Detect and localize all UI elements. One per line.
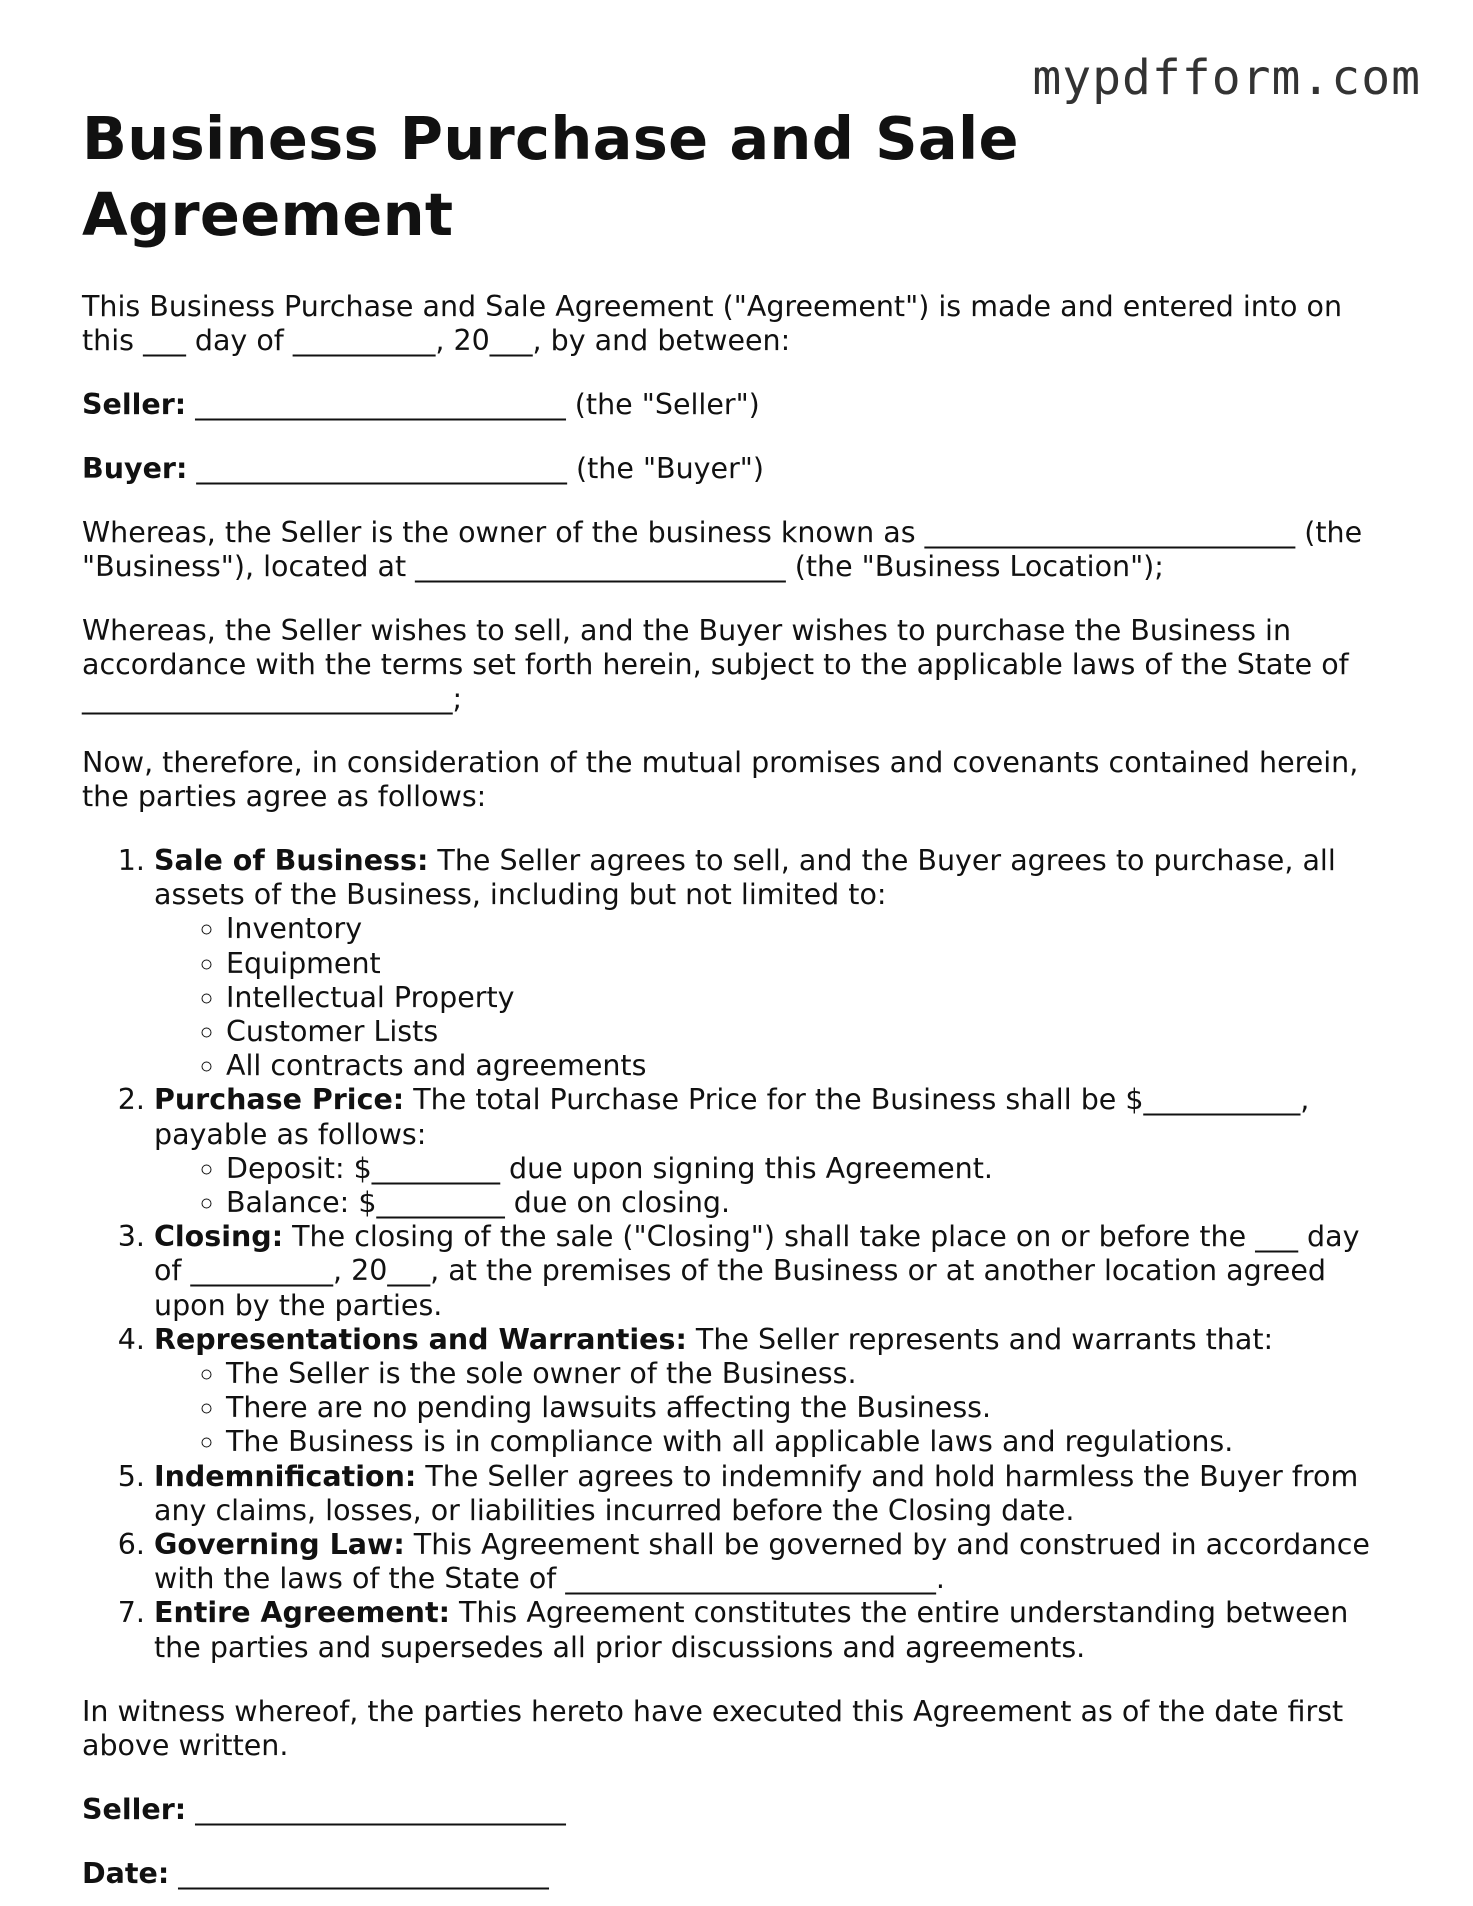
asset-list: [154, 912, 1391, 1083]
terms-list: [82, 844, 1391, 1665]
list-item: ◦ There are no pending lawsuits affecting the Business.: [226, 1391, 1391, 1425]
watermark: mypdfform.com: [1032, 50, 1421, 106]
list-item: ◦ Equipment: [226, 947, 1391, 981]
term-text: The closing of the sale ("Closing") shall take place on or before the ___ day of __________, 20___, at the premises of the Business or at another location agreed upon by the parties.: [154, 1220, 1360, 1322]
term-closing: [154, 1220, 1391, 1323]
term-heading: Closing:: [154, 1220, 284, 1254]
term-heading: Sale of Business:: [154, 844, 429, 877]
term-text: The Seller represents and warrants that:: [686, 1322, 1274, 1356]
list-item: ◦ The Business is in compliance with all applicable laws and regulations.: [226, 1425, 1391, 1459]
list-item: ◦ Customer Lists: [226, 1015, 1391, 1049]
list-item: ◦ Intellectual Property: [226, 981, 1391, 1015]
buyer-blank: __________________________ (the "Buyer"): [187, 452, 765, 485]
signature-seller-blank: __________________________: [186, 1792, 566, 1826]
buyer-label: Buyer:: [82, 452, 188, 485]
term-heading: Governing Law:: [154, 1528, 405, 1562]
term-heading: Entire Agreement:: [154, 1596, 450, 1630]
seller-blank: __________________________ (the "Seller"): [186, 388, 760, 421]
witness-paragraph: In witness whereof, the parties hereto have executed this Agreement as of the date first above written.: [82, 1694, 1344, 1762]
term-representations: [154, 1323, 1391, 1460]
term-text: This Agreement shall be governed by and construed in accordance with the laws of the State of __________________________.: [154, 1528, 1370, 1596]
term-heading: Indemnification:: [154, 1459, 417, 1493]
list-item: ◦ All contracts and agreements: [226, 1049, 1391, 1083]
list-item: ◦ Deposit: $_________ due upon signing this Agreement.: [226, 1152, 1391, 1186]
term-heading: Representations and Warranties:: [154, 1322, 687, 1356]
term-heading: Purchase Price:: [154, 1083, 405, 1117]
term-purchase-price: [154, 1083, 1391, 1220]
term-sale-of-business: [154, 844, 1391, 1083]
payment-list: [154, 1152, 1391, 1220]
list-item: ◦ Inventory: [226, 912, 1391, 946]
term-entire-agreement: [154, 1596, 1391, 1664]
date-signature-line: [82, 1857, 1391, 1891]
signature-date-label: Date:: [82, 1856, 170, 1890]
seller-party-line: [82, 388, 1391, 422]
document-title: Business Purchase and Sale Agreement: [82, 104, 1019, 249]
whereas-business-paragraph: Whereas, the Seller is the owner of the business known as __________________________ (the "Business"), located at __________________________ (the "Business Location");: [82, 516, 1363, 583]
warranty-list: [154, 1357, 1391, 1460]
seller-label: Seller:: [82, 388, 187, 421]
list-item: ◦ The Seller is the sole owner of the Business.: [226, 1357, 1391, 1391]
intro-paragraph: This Business Purchase and Sale Agreement ("Agreement") is made and entered into on this ___ day of __________, 20___, by and between:: [82, 290, 1343, 357]
seller-signature-line: [82, 1793, 1391, 1827]
whereas-sale-paragraph: Whereas, the Seller wishes to sell, and the Buyer wishes to purchase the Business in accordance with the terms set forth herein, subject to the applicable laws of the State of __________________________;: [82, 614, 1349, 715]
now-therefore-paragraph: Now, therefore, in consideration of the mutual promises and covenants contained herein, the parties agree as follows:: [82, 746, 1359, 813]
term-text: This Agreement constitutes the entire understanding between the parties and supersedes all prior discussions and agreements.: [154, 1596, 1349, 1664]
term-governing-law: [154, 1528, 1391, 1596]
term-indemnification: [154, 1460, 1391, 1528]
list-item: ◦ Balance: $_________ due on closing.: [226, 1186, 1391, 1220]
signature-seller-label: Seller:: [82, 1792, 187, 1826]
signature-date-blank: __________________________: [169, 1856, 549, 1890]
term-text: The Seller agrees to sell, and the Buyer agrees to purchase, all assets of the Business, including but not limited to:: [154, 844, 1336, 912]
term-text: The Seller agrees to indemnify and hold harmless the Buyer from any claims, losses, or liabilities incurred before the Closing date.: [154, 1459, 1359, 1527]
buyer-party-line: [82, 452, 1391, 486]
term-text: The total Purchase Price for the Business shall be $___________, payable as follows:: [154, 1083, 1310, 1151]
